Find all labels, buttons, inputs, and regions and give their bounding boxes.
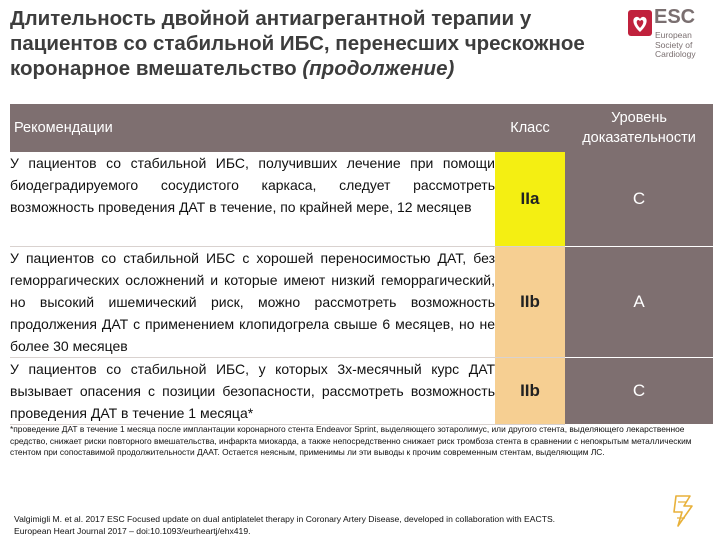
reference-line-2: European Heart Journal 2017 – doi:10.1093/eurheartj/ehx419. <box>14 526 251 536</box>
header-recommendations: Рекомендации <box>10 104 495 152</box>
header-level: Уровень доказательности <box>565 104 713 152</box>
class-cell: IIb <box>495 246 565 357</box>
table-row <box>10 357 713 424</box>
level-cell: C <box>565 357 713 424</box>
title-suffix: (продолжение) <box>302 57 455 80</box>
class-cell: IIb <box>495 357 565 424</box>
class-cell: IIa <box>495 152 565 246</box>
recommendation-text: У пациентов со стабильной ИБС с хорошей переносимостью ДАТ, без геморрагических осложнений и которые имеют низкий геморрагический, но высокий ишемический риск, можно рассмотреть возможность продолжения ДАТ с применением клопидогрела свыше 6 месяцев, но не более 30 месяцев <box>10 246 495 357</box>
header-class: Класс <box>495 104 565 152</box>
esc-logo <box>628 6 716 68</box>
table-header-row <box>10 104 713 152</box>
recommendation-text: У пациентов со стабильной ИБС, получивших лечение при помощи биодеградируемого сосудистого каркаса, следует рассмотреть возможность проведения ДАТ в течение, по крайней мере, 12 месяцев <box>10 152 495 246</box>
esc-heart-icon <box>628 8 652 38</box>
level-cell: A <box>565 246 713 357</box>
page-title <box>10 6 615 81</box>
reference-line-1: Valgimigli M. et al. 2017 ESC Focused update on dual antiplatelet therapy in Coronary Artery Disease, developed in collaboration with EACTS. <box>14 514 556 524</box>
footnote: *проведение ДАТ в течение 1 месяца после имплантации коронарного стента Endeavor Sprint, выделяющего зотаролимус, или другого стента, выделяющего лекарственное средство, снижает риски повторного вмешательства, инфаркта миокарда, а также непосредственно снижает риск тромбоза стента в сравнении с непокрытым металлическим стентом при сопоставимой продолжительности ДААТ. Остается неясным, применимы ли эти выводы к прочим современным стентам, выделяющим ЛС. <box>10 424 692 457</box>
reference <box>14 513 674 537</box>
logo-subtitle: European Society of Cardiology <box>655 30 696 59</box>
table-row <box>10 152 713 246</box>
logo-text: ESC <box>654 6 696 28</box>
recommendation-text: У пациентов со стабильной ИБС, у которых 3х-месячный курс ДАТ вызывает опасения с позиции безопасности, рассмотреть возможность проведения ДАТ в течение 1 месяца* <box>10 357 495 424</box>
level-cell: C <box>565 152 713 246</box>
title-main: Длительность двойной антиагрегантной терапии у пациентов со стабильной ИБС, перенесших чрескожное коронарное вмешательство <box>10 7 585 80</box>
table-row <box>10 246 713 357</box>
recommendations-table <box>10 104 713 425</box>
